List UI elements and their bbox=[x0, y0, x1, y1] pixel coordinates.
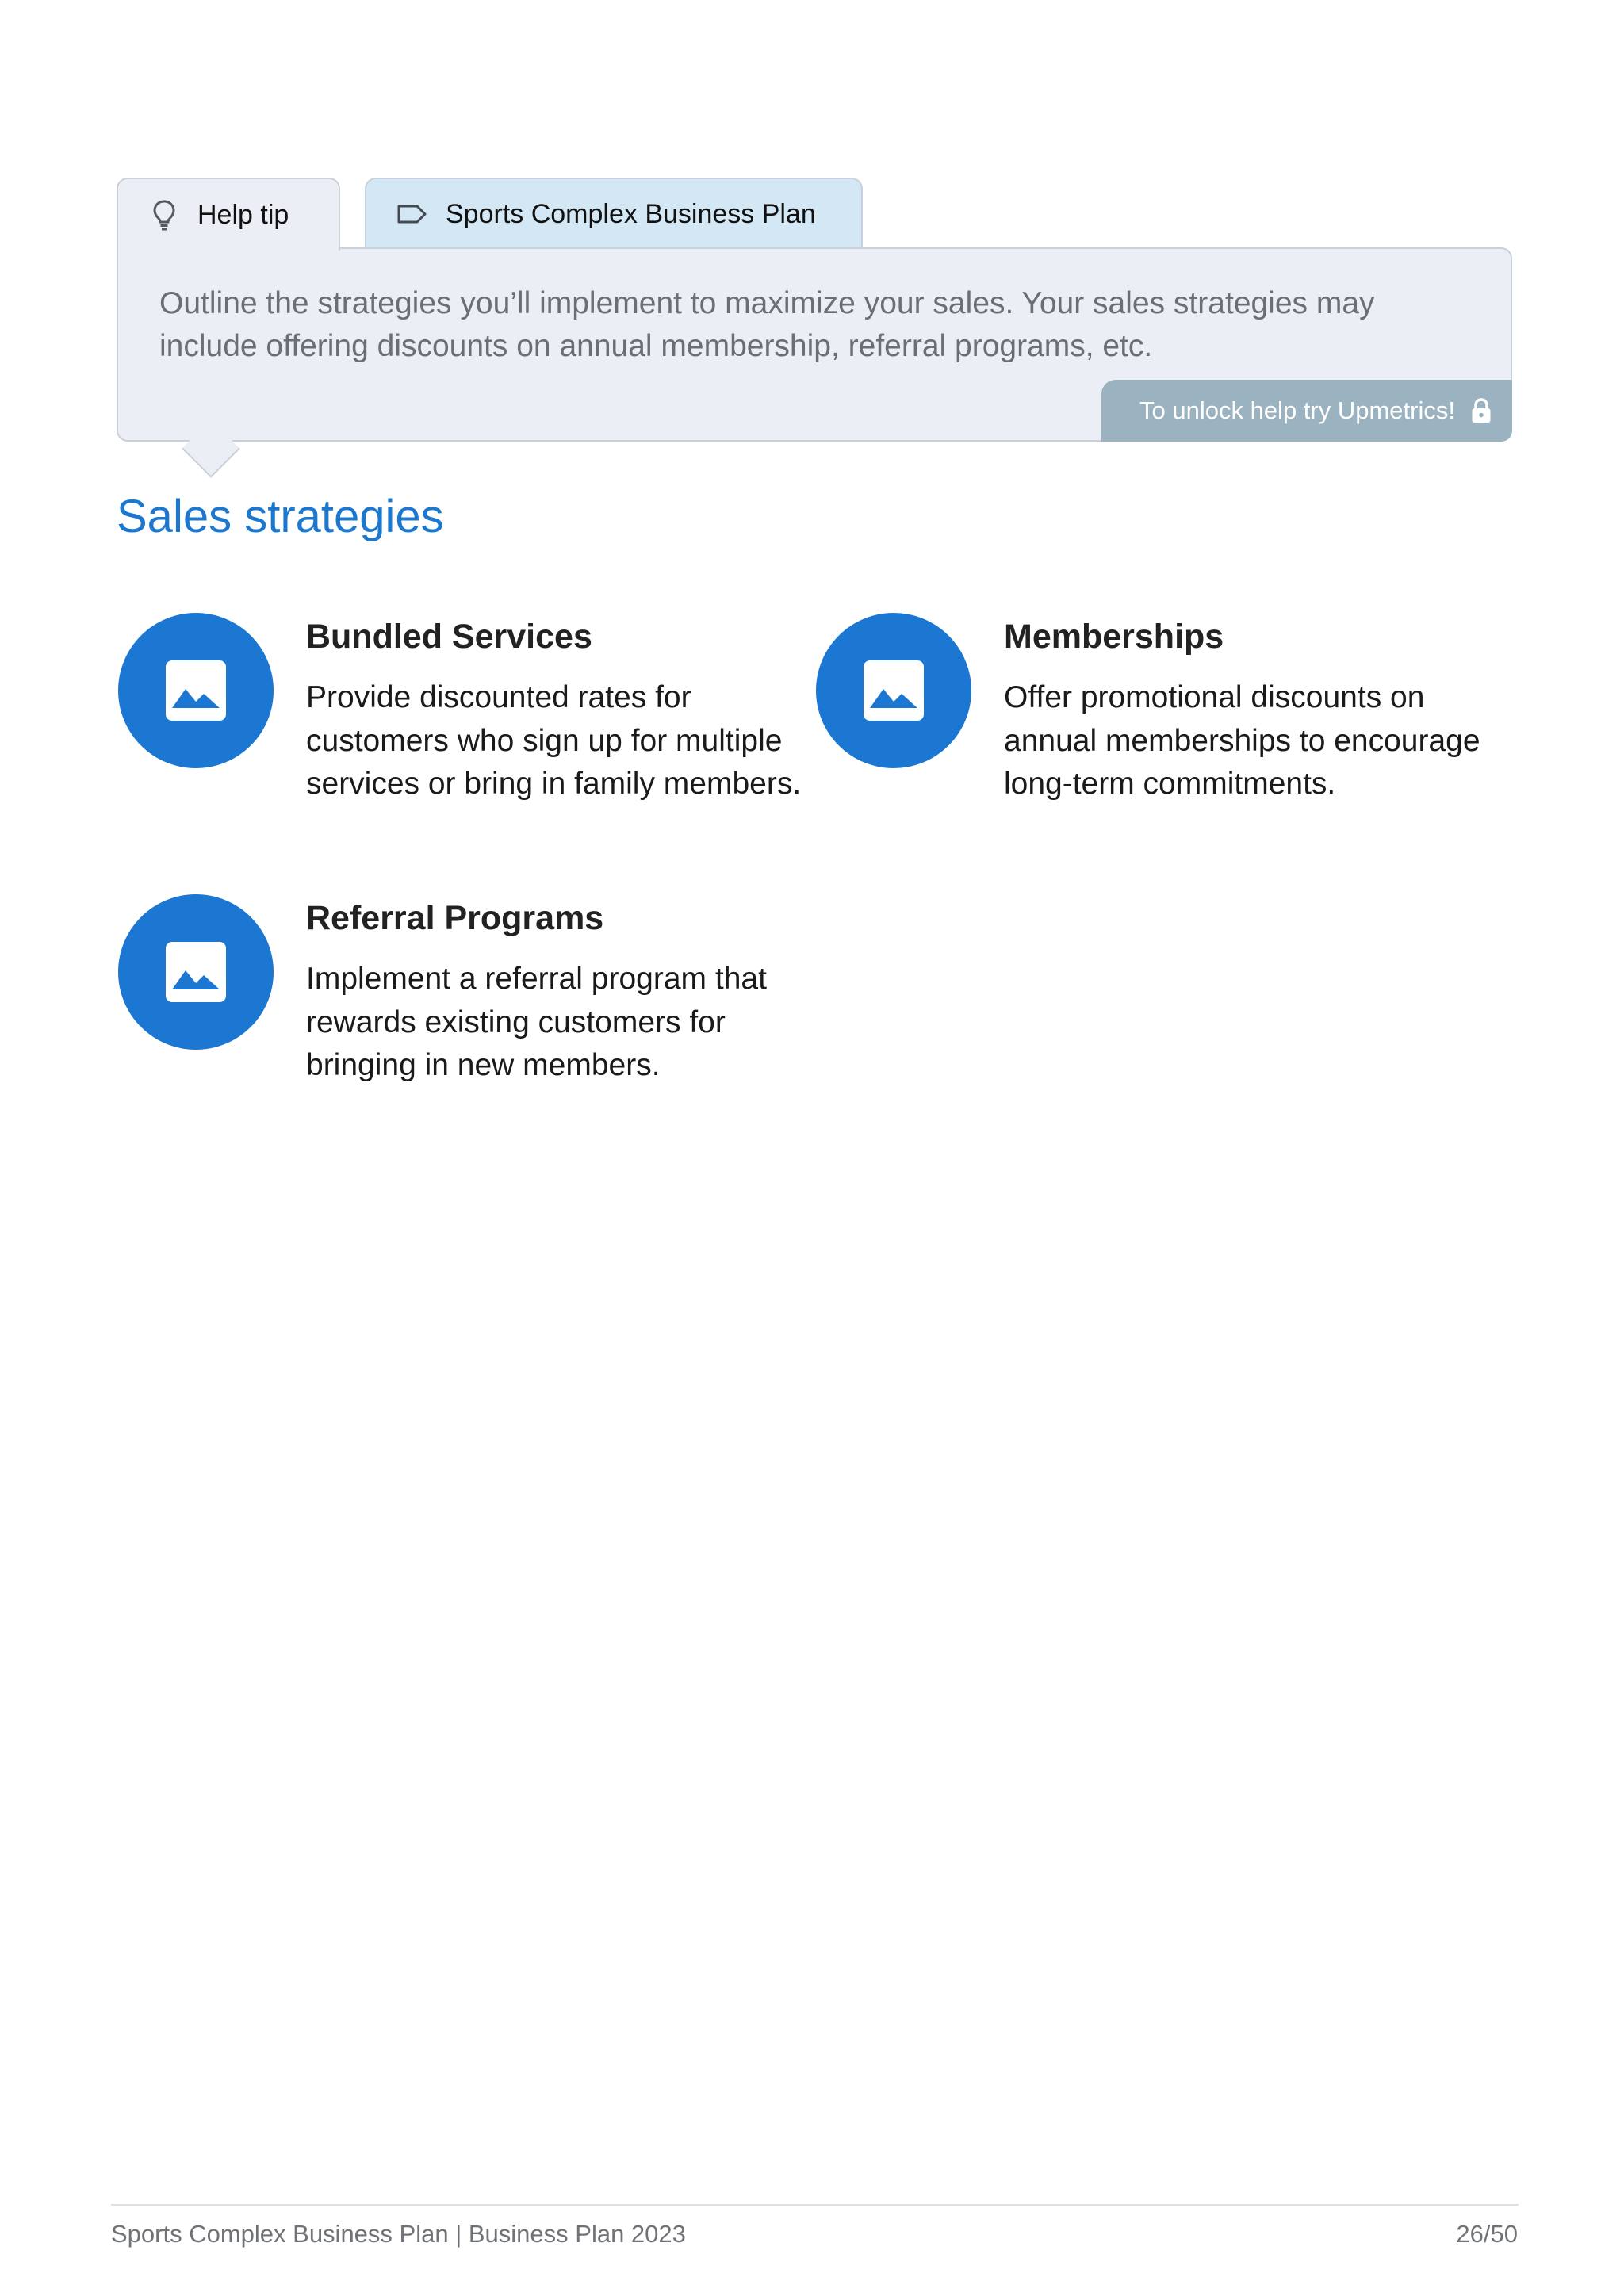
help-tip-panel bbox=[117, 247, 1512, 442]
strategy-description: Implement a referral program that rewards existing customers for bringing in new members. bbox=[306, 962, 767, 1082]
strategy-title: Memberships bbox=[1004, 618, 1224, 656]
image-icon bbox=[118, 613, 274, 768]
strategy-title: Bundled Services bbox=[306, 618, 592, 656]
section-title: Sales strategies bbox=[117, 491, 444, 542]
strategy-title: Referral Programs bbox=[306, 899, 604, 937]
page-number: 26/50 bbox=[1456, 2220, 1518, 2248]
strategy-description: Provide discounted rates for customers who sign up for multiple services or bring in family members. bbox=[306, 680, 802, 801]
unlock-help-button[interactable] bbox=[1101, 380, 1512, 442]
lightbulb-icon bbox=[148, 199, 180, 231]
strategy-description: Offer promotional discounts on annual memberships to encourage long-term commitments. bbox=[1004, 680, 1480, 801]
help-tip-label: Help tip bbox=[197, 199, 289, 230]
tab-business-plan[interactable] bbox=[365, 178, 863, 249]
footer-document-title: Sports Complex Business Plan | Business Plan 2023 bbox=[111, 2220, 686, 2248]
unlock-label: To unlock help try Upmetrics! bbox=[1139, 396, 1455, 424]
help-tip-pointer-cover bbox=[174, 403, 246, 440]
tab-help-tip[interactable] bbox=[117, 178, 340, 251]
lock-icon bbox=[1471, 397, 1495, 424]
business-plan-tab-label: Sports Complex Business Plan bbox=[446, 198, 816, 229]
image-icon bbox=[816, 613, 971, 768]
tag-icon bbox=[396, 198, 428, 230]
image-icon bbox=[118, 894, 274, 1050]
footer-divider bbox=[111, 2204, 1519, 2206]
help-tip-text: Outline the strategies you’ll implement to maximize your sales. Your sales strategies may include offering discounts on annual membership, referral programs, etc. bbox=[159, 286, 1375, 363]
